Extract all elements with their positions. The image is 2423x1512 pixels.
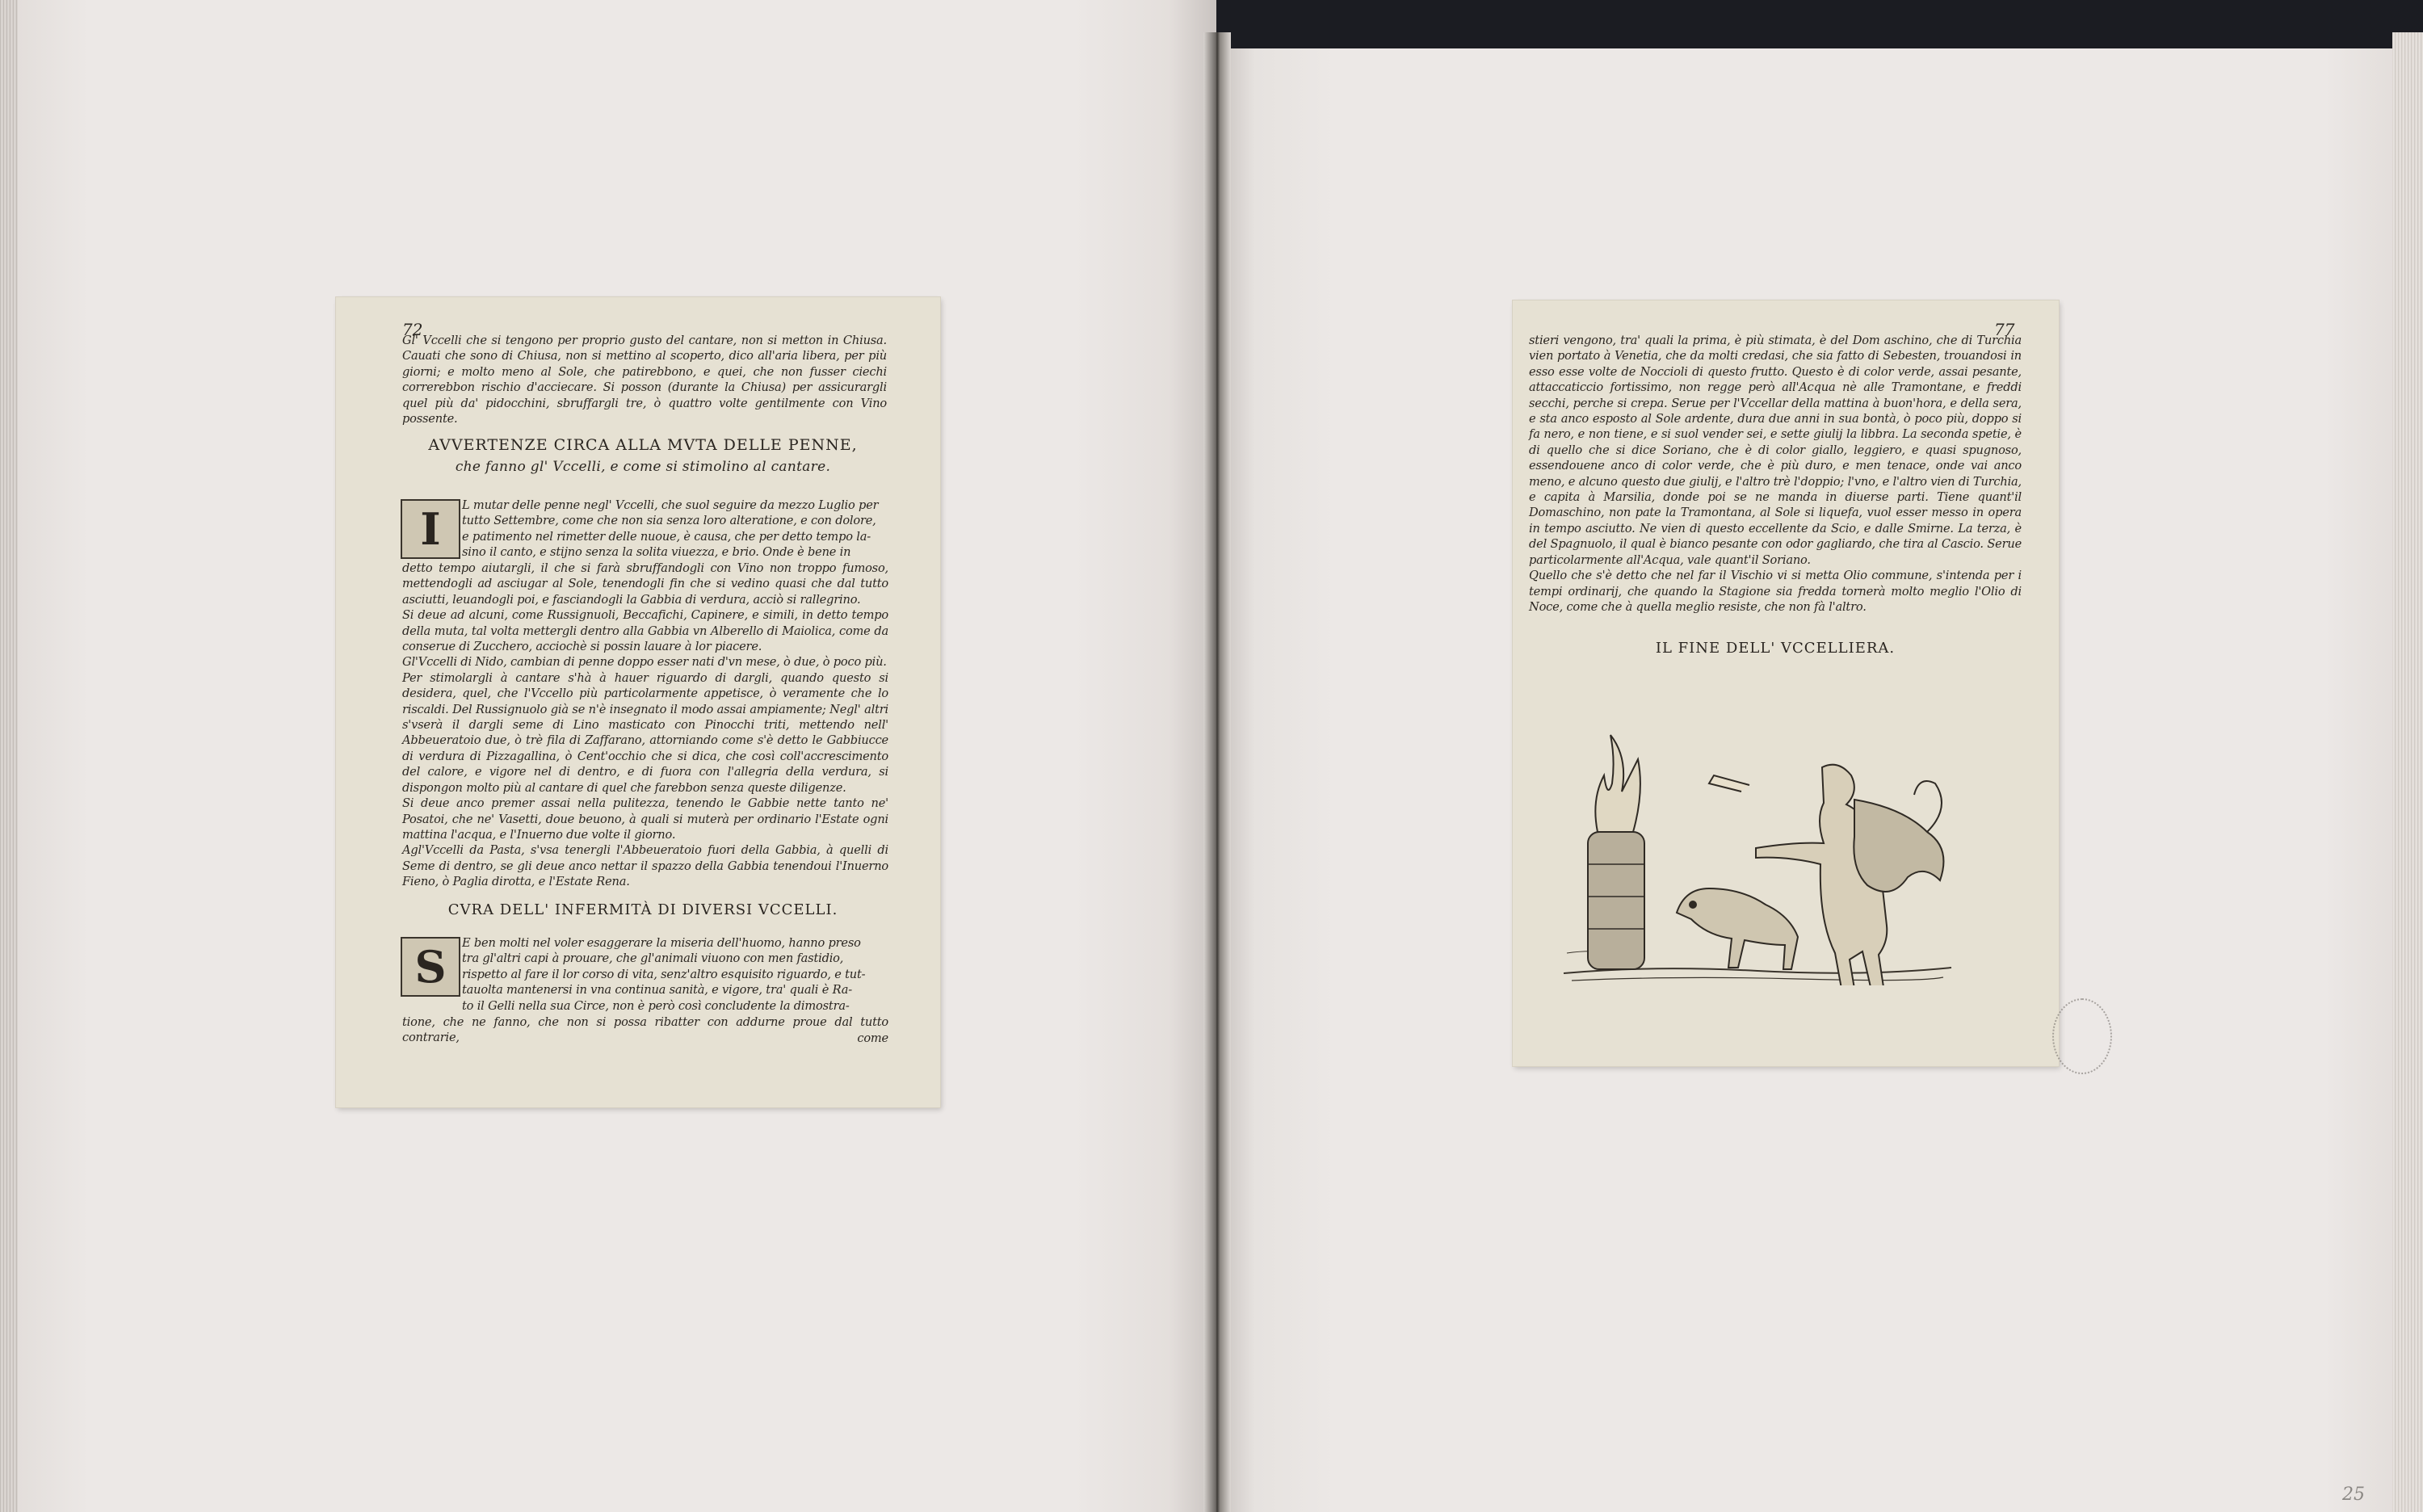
paragraph-body: stieri vengono, tra' quali la prima, è più stimata, è del Dom aschino, che di Turchia vien portato à Venetia, che da molti credasi, che sia fatto di Sebesten, trouandosi in esso esse volte de Noccioli di questo frutto. Questo è di color verde, assai pesante, attaccaticcio fortissimo, non regge però all'Acqua nè alle Tramontane, e freddi secchi, perche si crepa. Serue per l'Vccellar della mattina à buon'hora, e della sera, e sta anco esposto al Sole ardente, dura due anni in sua bontà, ò poco più, doppo si fa nero, e non tiene, e si suol vender sei, e sette giulij la libbra. La seconda spetie, è di quello che si dice Soriano, che è di color giallo, leggiero, e quasi spugnoso, essendouene anco di color verde, che è più duro, e men tenace, onde vai anco meno, e alcuno questo due giulij, e l'altro trè l'doppio; l'vno, e l'altro vien di Turchia, e capita à Marsilia, donde poi se ne manda in diuerse parti. Tiene quant'il Domaschino, non pate la Tramontana, al Sole si liquefa, vuol esser messo in opera in tempo asciutto. Ne vien di questo eccellente da Scio, e dalle Smirne. La terza, è del Spagnuolo, il qual è bianco pesante con odor gagliardo, che tira al Cascio. Serue particolarmente all'Acqua, vale quant'il Soriano. Quello che s'è detto che nel far il Vischio vi si metta Olio commune, s'intenda per i tempi ordinarij, che quando la Stagione sia fredda tornerà molto meglio l'Olio di Noce, come che à quella meglio resiste, che non fà l'altro.	[1529, 334, 2022, 614]
book-gutter	[1203, 32, 1231, 1512]
finis-heading: IL FINE DELL' VCCELLIERA.	[1655, 640, 1896, 657]
left-pasted-leaf	[336, 297, 940, 1107]
figure	[1709, 765, 1943, 985]
catchword: come	[857, 1031, 888, 1045]
paragraph-opening: L mutar delle penne negl' Vccelli, che suol seguire da mezzo Luglio per tutto Settembre, come che non sia senza loro alteratione, e con dolore, e patimento nel rimetter delle nuoue, è causa, che per detto tempo la- sino il canto, e stijno senza la solita viuezza, e brio. Onde è bene in	[462, 498, 879, 560]
section-heading: CVRA DELL' INFERMITÀ DI DIVERSI VCCELLI.	[447, 901, 838, 918]
foliation-mark: 25	[2342, 1485, 2365, 1505]
paragraph-body: tione, che ne fanno, che non si possa ribatter con addurne proue dal tutto contrarie,	[402, 1015, 888, 1045]
page-number: 77	[1994, 320, 2015, 339]
dog	[1677, 888, 1798, 969]
decorated-initial: S	[401, 937, 460, 997]
paragraph-body: detto tempo aiutargli, il che si farà sbruffandogli con Vino non troppo fumoso, mettendogli ad asciugar al Sole, tenendogli fin che si vedino quasi che dal tutto asciutti, leuandogli poi, e fasciandogli la Gabbia di verdura, acciò si rallegrino. Si deue ad alcuni, come Russignuoli, Beccafichi, Capinere, e simili, in detto tempo della muta, tal volta mettergli dentro alla Gabbia vn Alberello di Maiolica, come da conserue di Zucchero, acciochè si possin lauare à lor piacere. Gl'Vccelli di Nido, cambian di penne doppo esser nati d'vn mese, ò due, ò poco più. Per stimolargli à cantare s'hà à hauer riguardo di dargli, quando questo si desidera, quel, che l'Vccello più particolarmente appetisce, ò veramente che lo riscaldi. Del Russignuolo già se n'è insegnato il modo assai ampiamente; Negl' altri s'vserà il dargli seme di Lino masticato con Pinocchi triti, mettendo nell' Abbeueratoio due, ò trè fila di Zaffarano, attorniando come s'è detto le Gabbiucce di verdura di Pizzagallina, ò Cent'occhio che si dica, che così coll'accrescimento del calore, e vigore nel di dentro, e di fuora con l'allegria della verdura, si dispongon molto più al cantare di quel che farebbon senza queste diligenze. Si deue anco premer assai nella pulitezza, tenendo le Gabbie nette tanto ne' Posatoi, che ne' Vasetti, doue beuono, à quali si muterà per ordinario l'Estate ogni mattina l'acqua, e l'Inuerno due volte il giorno. Agl'Vccelli da Pasta, s'vsa tenergli l'Abbeueratoio fuori della Gabbia, à quelli di Seme di dentro, se gli deue anco nettar il spazzo della Gabbia tenendoui l'Inuerno Fieno, ò Paglia dirotta, e l'Estate Rena.	[402, 561, 888, 889]
altar-fire	[1588, 735, 1644, 969]
paragraph-opening: E ben molti nel voler esaggerare la miseria dell'huomo, hanno preso tra gl'altri capi à prouare, che gl'animali viuono con men fastidio, rispetto al fare il lor corso di vita, senz'altro esquisito riguardo, e tut- tauolta mantenersi in vna continua sanità, e vigore, tra' quali è Ra- to il Gelli nella sua Circe, non è però così concludente la dimostra-	[462, 936, 866, 1013]
woodcut-illustration	[1556, 711, 1959, 985]
decorated-initial: I	[401, 499, 460, 559]
right-page-edges	[2392, 32, 2423, 1512]
section-heading: AVVERTENZE CIRCA ALLA MVTA DELLE PENNE,	[428, 436, 858, 454]
page-number: 72	[402, 320, 423, 339]
section-subheading: che fanno gl' Vccelli, e come si stimolino al cantare.	[455, 459, 831, 475]
intro-paragraph: Gl' Vccelli che si tengono per proprio gusto del cantare, non si metton in Chiusa. Cauati che sono di Chiusa, non si mettino al scoperto, dico all'aria libera, per più giorni; e molto meno al Sole, che patirebbono, e quei, che non fusser ciechi correrebbon rischio d'acciecare. Si posson (durante la Chiusa) per assicurargli quel più da' pidocchini, sbruffargli tre, ò quattro volte gentilmente con Vino possente.	[402, 334, 887, 426]
library-stamp	[2052, 998, 2112, 1074]
